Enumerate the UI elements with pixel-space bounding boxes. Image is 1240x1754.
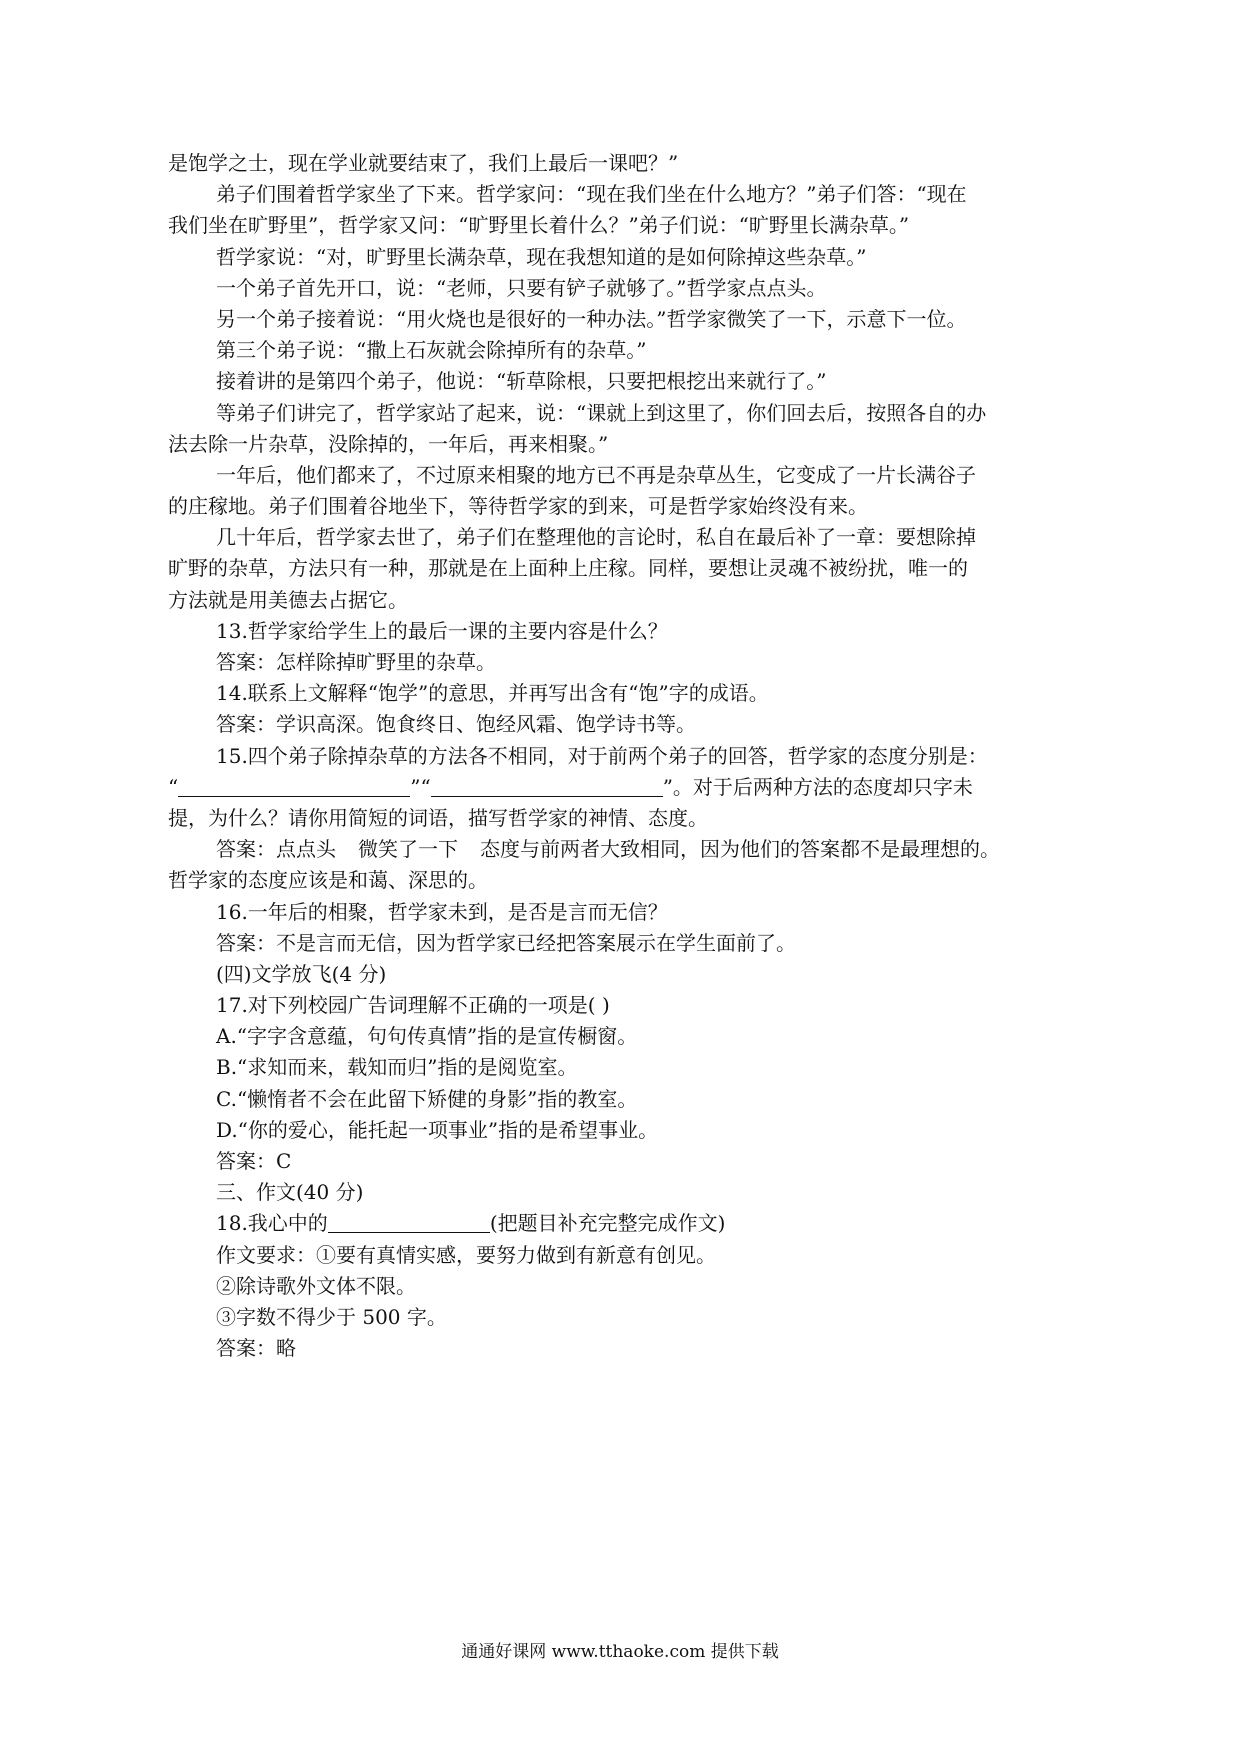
question-16: 16.一年后的相聚，哲学家未到，是否是言而无信？ [216, 899, 668, 924]
paragraph-line: 的庄稼地。弟子们围着谷地坐下，等待哲学家的到来，可是哲学家始终没有来。 [168, 494, 868, 519]
question-13: 13.哲学家给学生上的最后一课的主要内容是什么？ [216, 618, 668, 643]
answer-17: 答案：C [216, 1149, 292, 1173]
section-heading: 三、作文(40 分) [216, 1180, 364, 1205]
quote-open: “ [168, 774, 179, 799]
answer-18: 答案：略 [216, 1336, 296, 1361]
paragraph-line: 方法就是用美德去占据它。 [168, 587, 408, 612]
answer-16: 答案：不是言而无信，因为哲学家已经把答案展示在学生面前了。 [216, 930, 796, 955]
question-18 [168, 1208, 1058, 1239]
fill-blank-1 [178, 776, 410, 797]
paragraph-line: 一个弟子首先开口，说：“老师，只要有铲子就够了。”哲学家点点头。 [216, 275, 827, 300]
answer-14: 答案：学识高深。饱食终日、饱经风霜、饱学诗书等。 [216, 712, 696, 737]
paragraph-line: 哲学家的态度应该是和蔼、深思的。 [168, 868, 488, 893]
option-b: B.“求知而来，载知而归”指的是阅览室。 [216, 1055, 578, 1080]
question-18-prefix: 18.我心中的 [216, 1211, 328, 1236]
document-body [168, 148, 1058, 1364]
question-18-suffix: (把题目补充完整完成作文) [489, 1211, 726, 1236]
paragraph-line: 等弟子们讲完了，哲学家站了起来，说：“课就上到这里了，你们回去后，按照各自的办 [216, 400, 987, 425]
page-footer: 通通好课网 www.tthaoke.com 提供下载 [461, 1642, 779, 1662]
paragraph-line: 法去除一片杂草，没除掉的，一年后，再来相聚。” [168, 431, 609, 456]
paragraph-line: 一年后，他们都来了，不过原来相聚的地方已不再是杂草丛生，它变成了一片长满谷子 [216, 462, 976, 487]
question-17: 17.对下列校园广告词理解不正确的一项是( ) [216, 993, 610, 1018]
question-15: 15.四个弟子除掉杂草的方法各不相同，对于前两个弟子的回答，哲学家的态度分别是： [216, 743, 988, 768]
answer-15-part2: 微笑了一下 [358, 837, 458, 862]
essay-requirement: ③字数不得少于 500 字。 [216, 1304, 447, 1329]
answer-15-part3: 态度与前两者大致相同，因为他们的答案都不是最理想的。 [480, 837, 1000, 862]
section-heading: (四)文学放飞(4 分) [216, 961, 387, 986]
paragraph-line: 弟子们围着哲学家坐了下来。哲学家问：“现在我们坐在什么地方？”弟子们答：“现在 [216, 182, 967, 207]
paragraph-line: 接着讲的是第四个弟子，他说：“斩草除根，只要把根挖出来就行了。” [216, 369, 827, 394]
essay-requirement: 作文要求：①要有真情实感，要努力做到有新意有创见。 [216, 1242, 716, 1267]
essay-requirement: ②除诗歌外文体不限。 [216, 1273, 416, 1298]
answer-15 [168, 834, 1058, 865]
paragraph-line: 旷野的杂草，方法只有一种，那就是在上面种上庄稼。同样，要想让灵魂不被纷扰，唯一的 [168, 556, 968, 581]
paragraph-line: 几十年后，哲学家去世了，弟子们在整理他的言论时，私自在最后补了一章：要想除掉 [216, 525, 976, 550]
question-14: 14.联系上文解释“饱学”的意思，并再写出含有“饱”字的成语。 [216, 681, 769, 706]
option-c: C.“懒惰者不会在此留下矫健的身影”指的教室。 [216, 1086, 638, 1111]
answer-15-part1: 答案：点点头 [216, 837, 336, 862]
fill-blank-title [328, 1212, 490, 1233]
option-a: A.“字字含意蕴，句句传真情”指的是宣传橱窗。 [216, 1024, 638, 1049]
quote-mid: ”“ [410, 774, 431, 799]
quote-tail: ”。对于后两种方法的态度却只字未 [662, 774, 973, 799]
answer-13: 答案：怎样除掉旷野里的杂草。 [216, 650, 496, 674]
paragraph-line: 是饱学之士，现在学业就要结束了，我们上最后一课吧？” [168, 151, 679, 175]
paragraph-line: 我们坐在旷野里”，哲学家又问：“旷野里长着什么？”弟子们说：“旷野里长满杂草。” [168, 213, 910, 238]
paragraph-line: 哲学家说：“对，旷野里长满杂草，现在我想知道的是如何除掉这些杂草。” [216, 244, 867, 269]
question-15-blanks-line [168, 772, 1058, 803]
paragraph-line: 另一个弟子接着说：“用火烧也是很好的一种办法。”哲学家微笑了一下，示意下一位。 [216, 306, 967, 331]
fill-blank-2 [431, 776, 663, 797]
option-d: D.“你的爱心，能托起一项事业”指的是希望事业。 [216, 1117, 659, 1142]
paragraph-line: 提，为什么？请你用简短的词语，描写哲学家的神情、态度。 [168, 805, 708, 830]
paragraph-line: 第三个弟子说：“撒上石灰就会除掉所有的杂草。” [216, 338, 647, 363]
